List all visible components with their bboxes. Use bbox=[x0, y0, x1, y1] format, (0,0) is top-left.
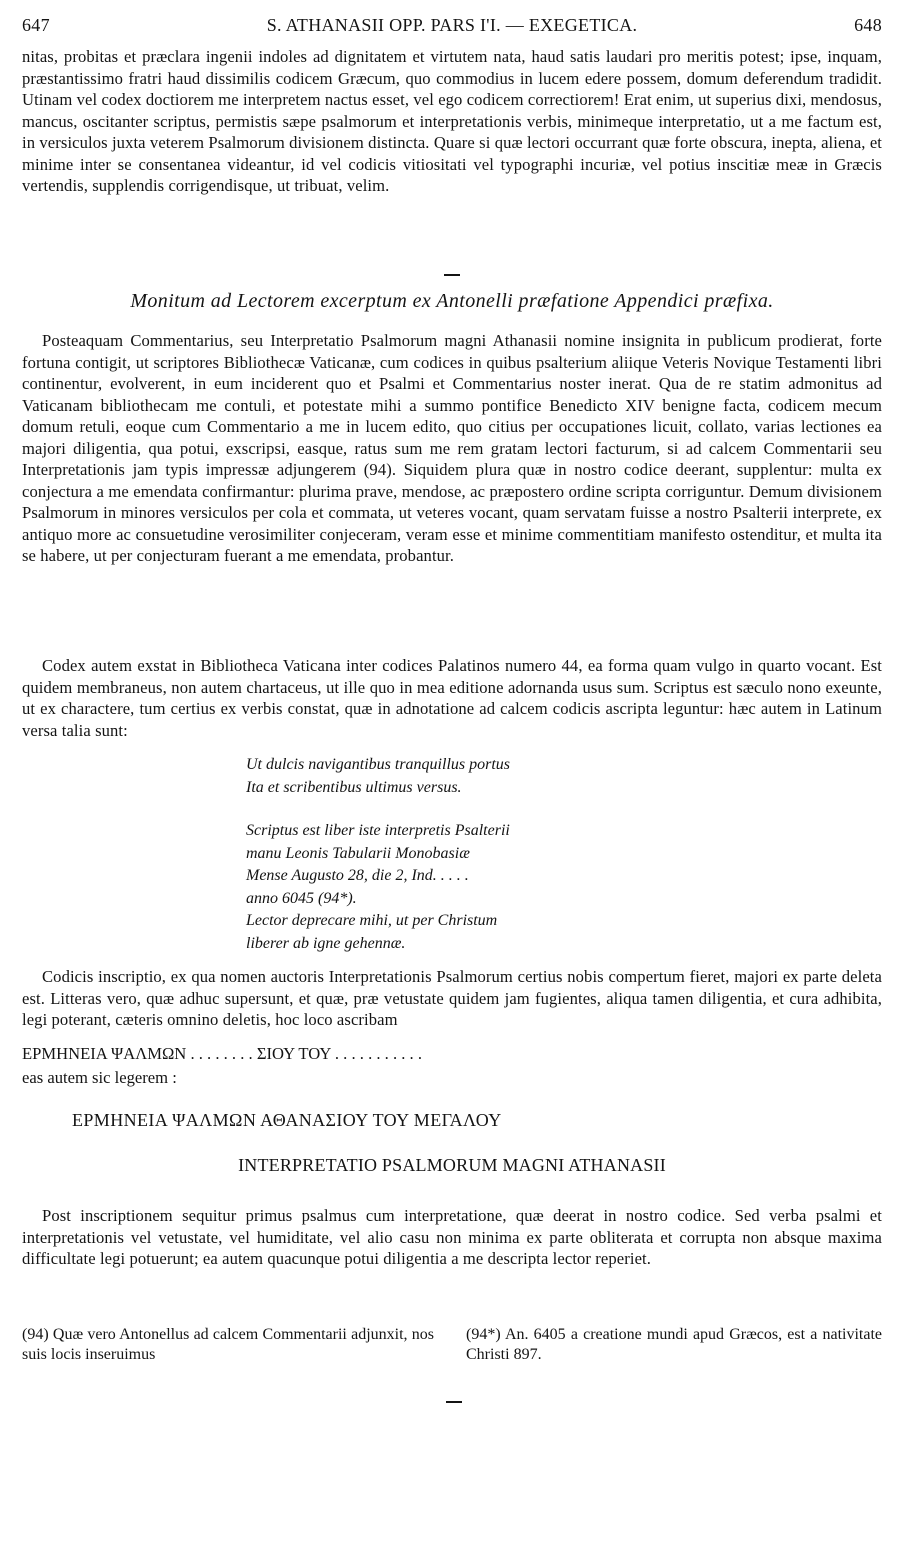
inscription-paragraph: Codicis inscriptio, ex qua nomen auctoris Interpretationis Psalmorum certius nobis compertum fieret, majori ex parte deleta est. Litteras vero, quæ adhuc supersunt, et quæ, præ vetustate quidem jam fugientes, aliqua tamen diligentia, et cura adhibita, legi poterant, cæteris omnino deletis, hoc loco ascribam bbox=[22, 967, 882, 1029]
footnote-94: (94) Quæ vero Antonellus ad calcem Commentarii adjunxit, nos suis locis inseruimus bbox=[22, 1326, 434, 1363]
monitum-paragraph-2: Codex autem exstat in Bibliotheca Vaticana inter codices Palatinos numero 44, ea forma quam vulgo in quarto vocant. Est quidem membraneus, non autem chartaceus, ut ille quo in mea editione adornanda usus sum. Scriptus est sæculo nono exeunte, ut ex charactere, tum certius ex verbis constat, quæ in adnotatione ad calcem codicis ascripta leguntur: hæc autem in Latinum versa talia sunt: bbox=[22, 656, 882, 740]
verse-line: Mense Augusto 28, die 2, Ind. . . . . bbox=[246, 867, 469, 884]
monitum-title: Monitum ad Lectorem excerptum ex Antonelli præfatione Appendici præfixa. bbox=[130, 290, 774, 312]
verse-line: Ut dulcis navigantibus tranquillus portus bbox=[246, 756, 511, 773]
intro-paragraph: nitas, probitas et præclara ingenii indoles ad dignitatem et virtutem nata, haud satis laudari pro meritis potest; ipse, inquam, præstantissimo fratri haud dissimilis codicem Græcum, quo commodius in lucem edere possem, domum deferendum tradidit. Utinam vel codex doctiorem me interpretem nactus esset, vel ego codicem correctiorem! Erat enim, ut superius dixi, mendosus, mancus, oscitanter scriptus, permistis sæpe psalmorum et interpretationis verbis, minimeque interpretatio, ut a me factum est, in versiculos juxta veterem Psalmorum divisionem distincta. Quare si quæ lectori occurrant quæ forte obscura, inepta, aliena, et minime inter se consentanea videantur, id vel codicis vitiositati vel typographi incuriæ, vel potius inscitiæ meæ in Græcis vertendis, supplendis corrigendisque, ut tribuat, velim. bbox=[22, 47, 882, 195]
greek-fragment-line: ΕΡΜΗΝΕΙΑ ΨΑΛΜΩΝ . . . . . . . . ΣΙΟΥ ΤΟΥ . . . . . . . . . . . bbox=[22, 1044, 422, 1063]
legerem-line: eas autem sic legerem : bbox=[22, 1068, 177, 1087]
post-paragraph: Post inscriptionem sequitur primus psalmus cum interpretatione, quæ deerat in nostro codice. Sed verba psalmi et interpretationis vel vetustate, vel humiditate, vel alio casu non minima ex parte obliterata et corrupta non absque maxima difficultate legi potuerunt; ea autem quacunque potui diligentia a me descripta lector reperiet. bbox=[22, 1206, 882, 1268]
verse-line: Lector deprecare mihi, ut per Christum bbox=[246, 912, 498, 929]
page-number-right: 648 bbox=[854, 15, 882, 35]
verse-line: liberer ab igne gehennæ. bbox=[246, 934, 406, 952]
verse-line: Scriptus est liber iste interpretis Psalterii bbox=[246, 822, 510, 839]
verse-colophon-1 bbox=[246, 754, 510, 799]
monitum-paragraph-1: Posteaquam Commentarius, seu Interpretatio Psalmorum magni Athanasii nomine insignita in publicum prodierat, forte fortuna contigit, ut scriptores Bibliothecæ Vaticanæ, cum codices in quibus psalterium aliique Veteris Novique Testamenti libri continentur, evolverent, in eum inciderent quo et Psalmi et Commentarius noster inerat. Qua de re statim admonitus ad Vaticanam bibliothecam me contuli, et potestate mihi a summo pontifice Benedicto XIV benigne facta, codicem mecum domum retuli, eoque cum Commentario a me in lucem edito, quo citius per occupationes licuit, collato, varias lectiones ea majori diligentia, qua potui, exscripsi, easque, ratus sum me rem gratam lectori facturum, si ad calcem Commentarii seu Interpretationis jam typis impressæ adjungerem (94). Siquidem plura quæ in nostro codice deerant, supplentur: multa ex conjectura a me emendata confirmantur: plurima prave, mendose, ac præpostero ordine scripta corriguntur. Demum divisionem Psalmorum in minores versiculos per cola et commata, ut veteres vocant, quam servatam fuisse a nostro Psalterii interprete, ex antiquo more ac consuetudine verosimiliter conjeceram, veram esse et minime commentitiam manifesto ostenditur, et multa ita se habere, ut per conjecturam fuerant a me emendata, probantur. bbox=[22, 331, 882, 565]
footnote-94-star: (94*) An. 6405 a creatione mundi apud Græcos, est a nativitate Christi 897. bbox=[466, 1326, 882, 1363]
section-divider bbox=[444, 274, 460, 276]
verse-line: anno 6045 (94*). bbox=[246, 889, 357, 907]
running-title: S. ATHANASII OPP. PARS I'I. — EXEGETICA. bbox=[266, 15, 638, 35]
latin-title: INTERPRETATIO PSALMORUM MAGNI ATHANASII bbox=[238, 1155, 666, 1175]
greek-title: ΕΡΜΗΝΕΙΑ ΨΑΛΜΩΝ ΑΘΑΝΑΣΙΟΥ ΤΟΥ ΜΕΓΑΛΟΥ bbox=[72, 1110, 502, 1130]
verse-colophon-2 bbox=[246, 820, 510, 955]
running-header bbox=[22, 15, 882, 41]
page-number-left: 647 bbox=[22, 15, 50, 35]
verse-line: manu Leonis Tabularii Monobasiæ bbox=[246, 844, 470, 862]
end-divider bbox=[446, 1401, 462, 1403]
verse-line: Ita et scribentibus ultimus versus. bbox=[246, 778, 462, 796]
